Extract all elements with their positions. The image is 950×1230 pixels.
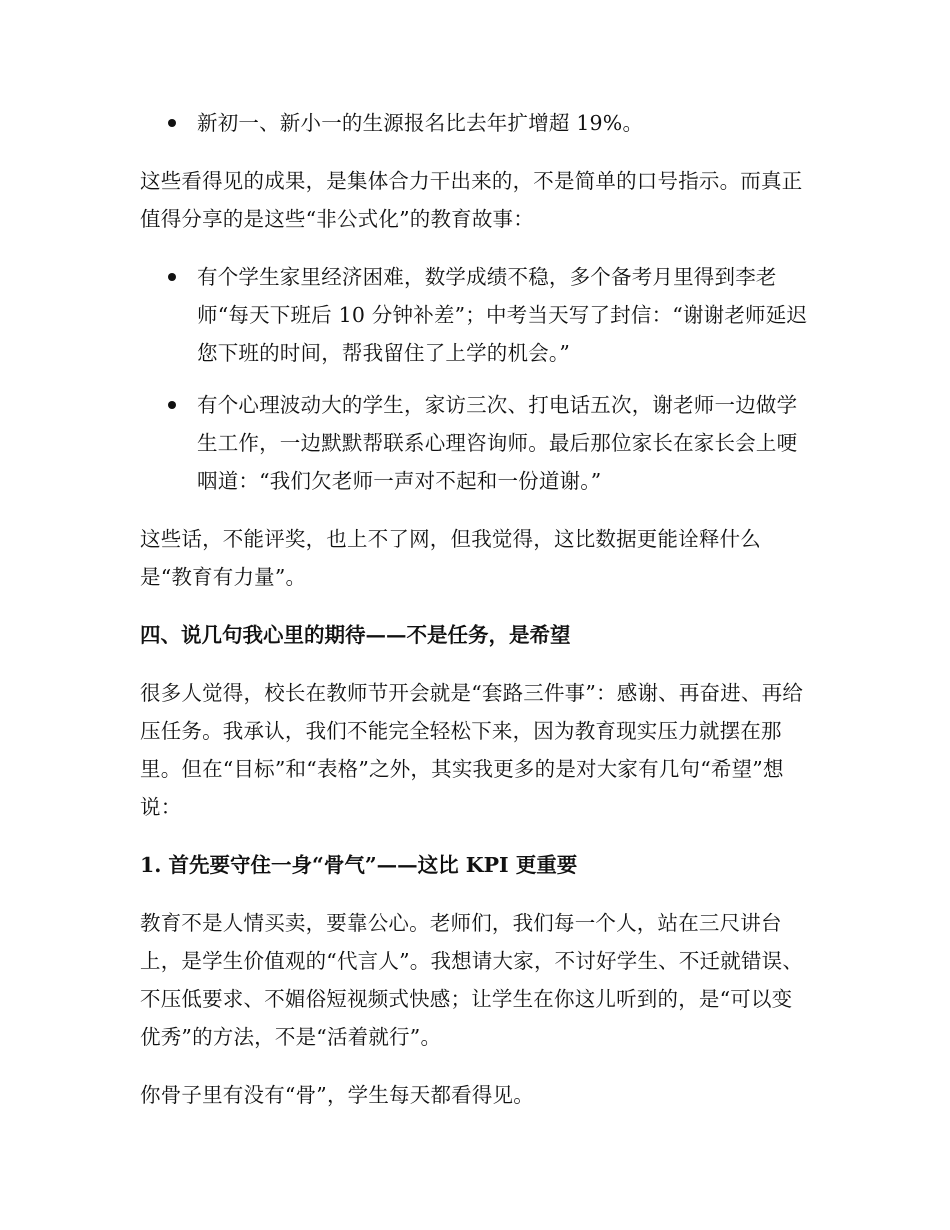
subsection-heading: 1. 首先要守住一身“骨气”——这比 KPI 更重要 (140, 853, 578, 877)
paragraph: 你骨子里有没有“骨”，学生每天都看得见。 (140, 1083, 534, 1107)
list-item (140, 258, 812, 372)
paragraph: 教育不是人情买卖，要靠公心。老师们，我们每一个人，站在三尺讲台上，是学生价值观的“代言人”。我想请大家，不讨好学生、不迁就错误、不压低要求、不媚俗短视频式快感；让学生在你这儿听到的，是“可以变优秀”的方法，不是“活着就行”。 (140, 911, 804, 1049)
bullet-icon (168, 401, 176, 409)
list-item-text: 有个心理波动大的学生，家访三次、打电话五次，谢老师一边做学生工作，一边默默帮联系心理咨询师。最后那位家长在家长会上哽咽道：“我们欠老师一声对不起和一份道谢。” (197, 393, 798, 493)
list-item-text: 新初一、新小一的生源报名比去年扩增超 19%。 (197, 111, 644, 135)
paragraph: 很多人觉得，校长在教师节开会就是“套路三件事”：感谢、再奋进、再给压任务。我承认，我们不能完全轻松下来，因为教育现实压力就摆在那里。但在“目标”和“表格”之外，其实我更多的是对大家有几句“希望”想说： (140, 681, 804, 819)
list-item (140, 386, 812, 500)
bullet-list-stories (140, 258, 812, 500)
bullet-icon (168, 119, 176, 127)
list-item-text: 有个学生家里经济困难，数学成绩不稳，多个备考月里得到李老师“每天下班后 10 分钟补差”；中考当天写了封信：“谢谢老师延迟您下班的时间，帮我留住了上学的机会。” (197, 265, 808, 365)
paragraph: 这些看得见的成果，是集体合力干出来的，不是简单的口号指示。而真正值得分享的是这些“非公式化”的教育故事： (140, 169, 803, 231)
bullet-list-results (140, 104, 812, 142)
bullet-icon (168, 273, 176, 281)
document-page (140, 104, 812, 1134)
section-heading: 四、说几句我心里的期待——不是任务，是希望 (140, 623, 571, 647)
paragraph: 这些话，不能评奖，也上不了网，但我觉得，这比数据更能诠释什么是“教育有力量”。 (140, 527, 761, 589)
list-item (140, 104, 812, 142)
